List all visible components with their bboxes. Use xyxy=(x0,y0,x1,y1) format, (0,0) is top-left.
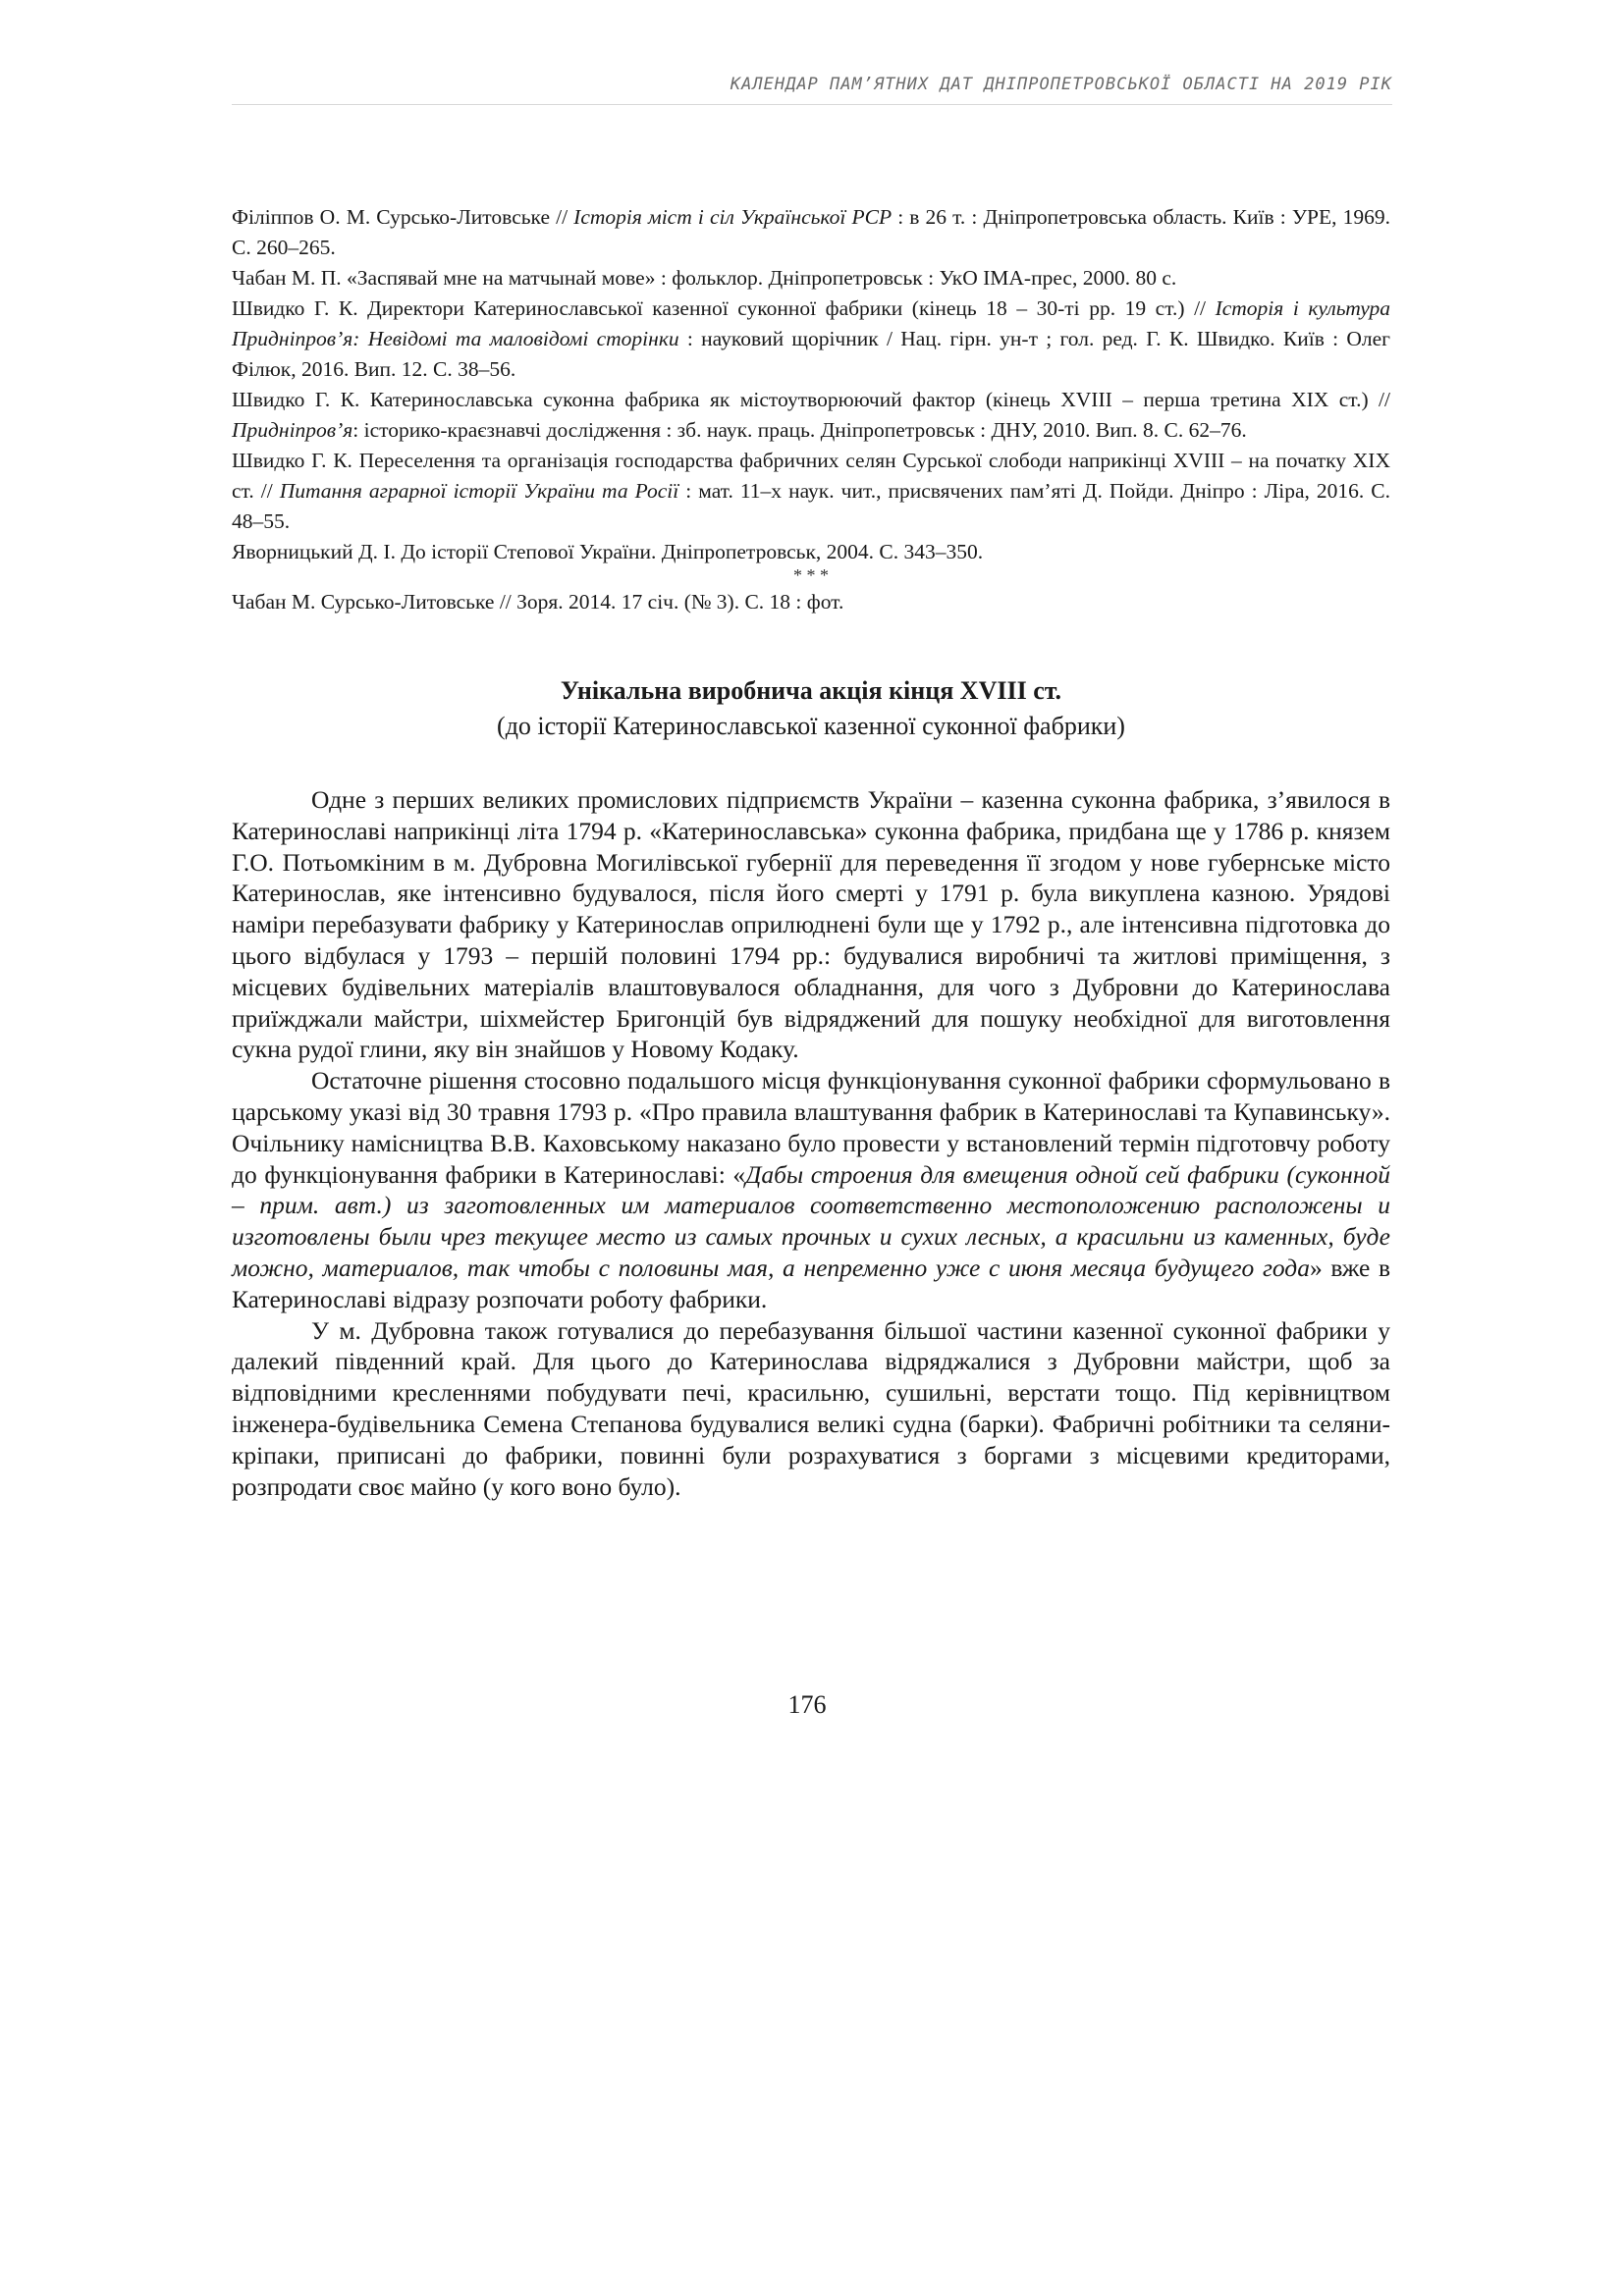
section-separator: * * * xyxy=(793,565,829,585)
bib-text: Чабан М. П. «Заспявай мне на матчынай мове» : фольклор. Дніпропетровськ : УкО ІМА-прес, 2000. 80 с. xyxy=(232,266,1177,290)
bib-text: Яворницький Д. І. До історії Степової України. Дніпропетровськ, 2004. С. 343–350. xyxy=(232,540,984,563)
bib-source-title: Питання аграрної історії України та Росії xyxy=(279,479,679,503)
bibliography-entry xyxy=(232,385,1390,446)
bibliography-entry xyxy=(232,446,1390,537)
header-rule xyxy=(232,104,1392,105)
bib-source-title: Історія і культура Придніпров’я: Невідомі та маловідомі сторінки xyxy=(232,296,1390,350)
bib-text: : мат. 11–х наук. чит., присвячених пам’яті Д. Пойди. Дніпро : Ліра, 2016. С. 48–55. xyxy=(232,479,1390,533)
paragraph: Одне з перших великих промислових підприємств України – казенна суконна фабрика, з’явилося в Катеринославі наприкінці літа 1794 р. «Катеринославська» суконна фабрика, придбана ще у 1786 р. князем Г.О. Потьомкіним в м. Дубровна Могилівської губернії для переведення її згодом у нове губернське місто Катеринослав, яке інтенсивно будувалося, після його смерті у 1791 р. була викуплена казною. Урядові наміри перебазувати фабрику у Катеринослав оприлюднені були ще у 1792 р., але інтенсивна підготовка до цього відбулася у 1793 – першій половині 1794 рр.: будувалися виробничі та житлові приміщення, з місцевих будівельних матеріалів влаштовувалося обладнання, для чого з Дубровни до Катеринослава приїжджали майстри, шіхмейстер Бригонцій був відряджений для пошуку необхідної для виготовлення сукна рудої глини, яку він знайшов у Новому Кодаку. xyxy=(232,785,1390,1064)
bib-text: Філіппов О. М. Сурсько-Литовське // xyxy=(232,205,574,229)
bibliography-entry xyxy=(232,294,1390,385)
bib-text: : науковий щорічник / Нац. гірн. ун-т ; гол. ред. Г. К. Швидко. Київ : Олег Філюк, 2016. Вип. 12. С. 38–56. xyxy=(232,327,1390,381)
paragraph-text: » вже в Катеринославі відразу розпочати роботу фабрики. xyxy=(232,1253,1391,1313)
bib-text: : історико-краєзнавчі дослідження : зб. наук. праць. Дніпропетровськ : ДНУ, 2010. Вип. 8. С. 62–76. xyxy=(352,418,1247,442)
bibliography-entry xyxy=(232,537,1390,567)
article-body xyxy=(232,784,1390,1502)
page-content xyxy=(232,202,1390,1502)
bib-text: Швидко Г. К. Переселення та організація господарства фабричних селян Сурської слободи наприкінці XVIII – на початку XIX ст. // xyxy=(232,449,1390,503)
page-number xyxy=(0,1690,1624,1720)
bibliography-list xyxy=(232,202,1390,567)
bib-text: Швидко Г. К. Катеринославська суконна фабрика як містоутворюючий фактор (кінець XVIII – перша третина XIX ст.) // xyxy=(232,388,1390,411)
bib-text: Швидко Г. К. Директори Катеринославської казенної суконної фабрики (кінець 18 – 30-ті рр. 19 ст.) // xyxy=(232,296,1216,320)
bibliography-entry xyxy=(232,263,1390,294)
article-subtitle: (до історії Катеринославської казенної суконної фабрики) xyxy=(497,712,1125,740)
page-number-text: 176 xyxy=(787,1690,827,1719)
running-header: КАЛЕНДАР ПАМ’ЯТНИХ ДАТ ДНІПРОПЕТРОВСЬКОЇ ОБЛАСТІ НА 2019 РІК xyxy=(730,75,1392,94)
press-entry: Чабан М. Сурсько-Литовське // Зоря. 2014. 17 січ. (№ 3). С. 18 : фот. xyxy=(232,590,844,614)
bibliography-entry xyxy=(232,202,1390,263)
bib-source-title: Історія міст і сіл Української РСР xyxy=(573,205,893,229)
paragraph-text: Остаточне рішення стосовно подальшого місця функціонування суконної фабрики сформульовано в царському указі від 30 травня 1793 р. «Про правила влаштування фабрик в Катеринославі та Купавинську». Очільнику намісництва В.В. Каховському наказано було провести у встановлений термін підготовчу роботу до функціонування фабрики в Катеринославі: « xyxy=(232,1066,1390,1189)
paragraph xyxy=(232,1065,1390,1314)
decree-quote: Дабы строения для вмещения одной сей фабрики (суконной – прим. авт.) из заготовленных им материалов соответственно местоположению расположены и изготовлены были чрез текущее место из самых прочных и сухих лесных, а красильни из каменных, буде можно, материалов, так чтобы с половины мая, а непременно уже с июня месяца будущего года xyxy=(232,1159,1390,1282)
article-title: Унікальна виробнича акція кінця XVIII ст. xyxy=(560,676,1062,705)
paragraph: У м. Дубровна також готувалися до перебазування більшої частини казенної суконної фабрики у далекий південний край. Для цього до Катеринослава відряджалися з Дубровни майстри, щоб за відповідними кресленнями побудувати печі, красильню, сушильні, верстати тощо. Під керівництвом інженера-будівельника Семена Степанова будувалися великі судна (барки). Фабричні робітники та селяни-кріпаки, приписані до фабрики, повинні були розрахуватися з боргами з місцевими кредиторами, розпродати своє майно (у кого воно було). xyxy=(232,1315,1390,1501)
bib-text: : в 26 т. : Дніпропетровська область. Київ : УРЕ, 1969. С. 260–265. xyxy=(232,205,1390,259)
bib-source-title: Придніпров’я xyxy=(232,418,353,442)
